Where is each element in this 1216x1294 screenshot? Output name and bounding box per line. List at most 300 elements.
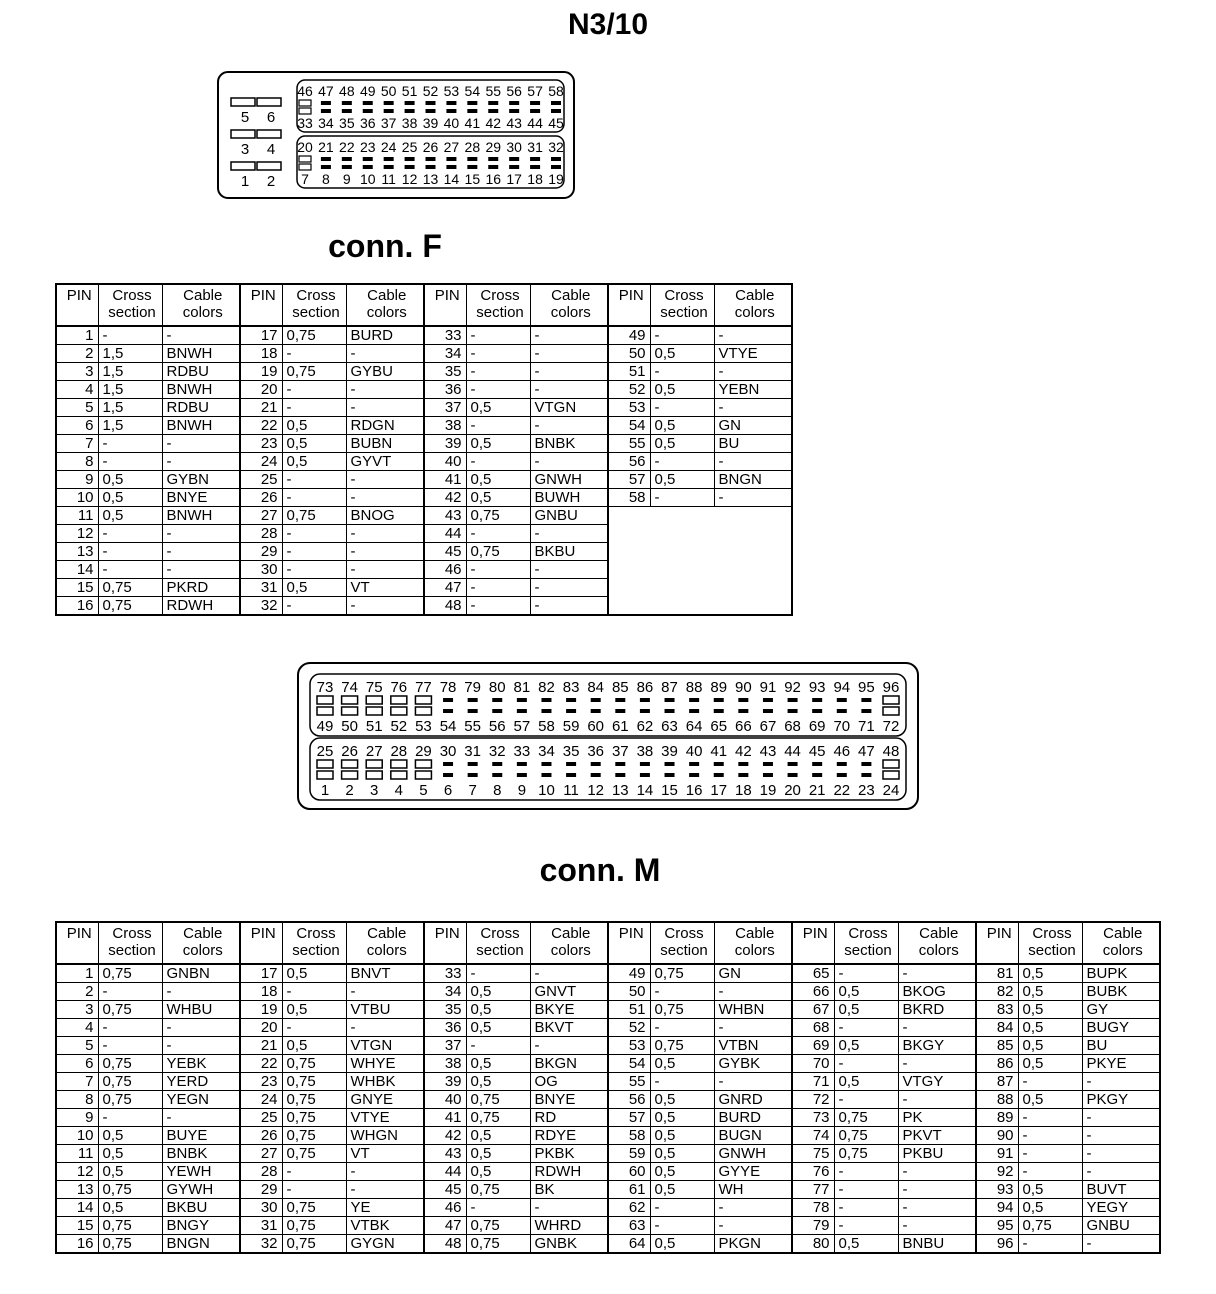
pin-number: 56 xyxy=(608,1091,650,1109)
cross-section-value: 0,5 xyxy=(650,1235,714,1254)
pin-cavity xyxy=(541,709,551,713)
cable-color-value: YEWH xyxy=(162,1163,240,1181)
pin-number: 29 xyxy=(240,543,282,561)
cross-section-value: - xyxy=(98,435,162,453)
cross-section-value: - xyxy=(650,326,714,345)
cable-color-value: PKGN xyxy=(714,1235,792,1254)
pin-label: 51 xyxy=(401,83,418,99)
pin-label: 62 xyxy=(636,718,654,735)
cross-section-value: - xyxy=(1018,1235,1082,1254)
table-row xyxy=(56,597,792,616)
pin-cavity xyxy=(384,109,394,113)
pin-cavity xyxy=(689,762,699,766)
cable-color-value: BNGN xyxy=(714,471,792,489)
pin-number: 82 xyxy=(976,983,1018,1001)
pin-number: 27 xyxy=(240,1145,282,1163)
cross-section-value: - xyxy=(282,983,346,1001)
pin-label: 52 xyxy=(390,718,408,735)
cable-color-value: BKVT xyxy=(530,1019,608,1037)
header-pin xyxy=(424,284,466,326)
pin-number: 62 xyxy=(608,1199,650,1217)
pin-number: 36 xyxy=(424,1019,466,1037)
pin-label: 3 xyxy=(240,141,250,158)
cable-color-value: BUWH xyxy=(530,489,608,507)
cable-color-value: - xyxy=(162,1019,240,1037)
cross-section-value: 0,5 xyxy=(466,1127,530,1145)
table-row xyxy=(56,1001,1160,1019)
table-row xyxy=(56,579,792,597)
pin-cavity xyxy=(566,698,576,702)
pin-cavity xyxy=(405,157,415,161)
pin-label: 3 xyxy=(370,782,379,799)
cable-color-value: WHRD xyxy=(530,1217,608,1235)
cross-section-value: 0,75 xyxy=(282,363,346,381)
pin-cavity xyxy=(509,109,519,113)
pin-number: 45 xyxy=(424,543,466,561)
cable-color-value: - xyxy=(530,579,608,597)
cross-section-value: 0,75 xyxy=(98,1217,162,1235)
pin-number: 55 xyxy=(608,435,650,453)
cable-color-value: - xyxy=(714,453,792,471)
cross-section-value: 0,5 xyxy=(1018,1037,1082,1055)
pin-number: 72 xyxy=(792,1091,834,1109)
cable-color-value: - xyxy=(898,1217,976,1235)
header-cross-section xyxy=(282,284,346,326)
cross-section-value: - xyxy=(466,561,530,579)
pin-label: 92 xyxy=(784,679,801,696)
pin-cavity xyxy=(615,709,625,713)
header-line: PIN xyxy=(66,287,92,304)
table-row xyxy=(56,507,792,525)
pin-cavity xyxy=(665,762,675,766)
header-line: colors xyxy=(918,942,959,959)
conn-m-table xyxy=(55,921,1161,1254)
cross-section-value: 0,75 xyxy=(1018,1217,1082,1235)
header-cable-colors xyxy=(162,284,240,326)
pin-label: 12 xyxy=(587,782,605,799)
cross-section-value: 0,5 xyxy=(834,1001,898,1019)
cable-color-value: GNRD xyxy=(714,1091,792,1109)
cross-section-value: - xyxy=(282,471,346,489)
pin-label: 30 xyxy=(439,743,457,760)
pin-number: 35 xyxy=(424,363,466,381)
cross-section-value: - xyxy=(98,1109,162,1127)
cross-section-value: 0,5 xyxy=(98,489,162,507)
cross-section-value: 0,75 xyxy=(98,1073,162,1091)
pin-cavity xyxy=(763,709,773,713)
pin-label: 89 xyxy=(710,679,728,696)
pin-number: 74 xyxy=(792,1127,834,1145)
pin-label: 31 xyxy=(464,743,481,760)
pin-label: 16 xyxy=(685,782,703,799)
header-line: section xyxy=(292,942,340,959)
pin-number: 93 xyxy=(976,1181,1018,1199)
cable-color-value: BKGY xyxy=(898,1037,976,1055)
pin-label: 84 xyxy=(587,679,605,696)
pin-number: 39 xyxy=(424,1073,466,1091)
cross-section-value: - xyxy=(834,1163,898,1181)
cross-section-value: 0,75 xyxy=(466,507,530,525)
cross-section-value: 0,5 xyxy=(650,1181,714,1199)
cross-section-value: 0,75 xyxy=(98,1235,162,1254)
cable-color-value: - xyxy=(346,1181,424,1199)
header-line: section xyxy=(476,942,524,959)
pin-label: 22 xyxy=(339,139,355,155)
empty-cell xyxy=(650,561,714,579)
cable-color-value: BNGN xyxy=(162,1235,240,1254)
pin-cavity xyxy=(426,109,436,113)
pin-cavity xyxy=(468,762,478,766)
pin-cavity xyxy=(837,762,847,766)
cable-color-value: WHBK xyxy=(346,1073,424,1091)
cable-color-value: VTGN xyxy=(346,1037,424,1055)
pin-label: 24 xyxy=(380,139,397,155)
pin-label: 16 xyxy=(485,171,502,187)
cross-section-value: - xyxy=(98,543,162,561)
pin-label: 14 xyxy=(636,782,654,799)
pin-cavity xyxy=(488,157,498,161)
cross-section-value: 0,75 xyxy=(650,964,714,983)
cross-section-value: - xyxy=(282,1163,346,1181)
pin-cavity xyxy=(468,709,478,713)
cable-color-value: YEBK xyxy=(162,1055,240,1073)
pin-number: 24 xyxy=(240,453,282,471)
cross-section-value: 0,75 xyxy=(98,1091,162,1109)
cable-color-value: - xyxy=(346,1019,424,1037)
cross-section-value: 0,5 xyxy=(650,1091,714,1109)
header-line: section xyxy=(292,304,340,321)
cable-color-value: BU xyxy=(714,435,792,453)
pin-label: 41 xyxy=(464,115,481,131)
pin-label: 48 xyxy=(882,743,900,760)
pin-cavity xyxy=(788,773,798,777)
cable-color-value: BNYE xyxy=(162,489,240,507)
header-line: colors xyxy=(182,304,223,321)
pin-label: 4 xyxy=(266,141,276,158)
cable-color-value: RDYE xyxy=(530,1127,608,1145)
cable-color-value: - xyxy=(530,363,608,381)
pin-label: 96 xyxy=(882,679,900,696)
cable-color-value: YE xyxy=(346,1199,424,1217)
header-line: colors xyxy=(734,304,775,321)
cable-color-value: - xyxy=(162,435,240,453)
cross-section-value: 0,5 xyxy=(98,1199,162,1217)
cable-color-value: YEBN xyxy=(714,381,792,399)
pin-cavity xyxy=(812,709,822,713)
pin-label: 41 xyxy=(710,743,728,760)
cable-color-value: BKGN xyxy=(530,1055,608,1073)
cross-section-value: - xyxy=(1018,1109,1082,1127)
pin-cavity xyxy=(366,707,382,715)
cable-color-value: - xyxy=(898,1181,976,1199)
cross-section-value: - xyxy=(650,399,714,417)
pin-cavity xyxy=(488,165,498,169)
pin-number: 31 xyxy=(240,1217,282,1235)
pin-number: 30 xyxy=(240,561,282,579)
pin-label: 32 xyxy=(488,743,506,760)
pin-label: 30 xyxy=(506,139,522,155)
pin-label: 5 xyxy=(240,109,250,126)
cable-color-value: WHYE xyxy=(346,1055,424,1073)
cross-section-value: 0,5 xyxy=(98,471,162,489)
cross-section-value: 0,75 xyxy=(282,1199,346,1217)
pin-number: 1 xyxy=(56,326,98,345)
header-cable-colors xyxy=(162,922,240,964)
empty-cell xyxy=(714,507,792,525)
pin-number: 57 xyxy=(608,1109,650,1127)
pin-number: 23 xyxy=(240,1073,282,1091)
empty-cell xyxy=(608,579,650,597)
cross-section-value: - xyxy=(1018,1145,1082,1163)
cross-section-value: 1,5 xyxy=(98,363,162,381)
pin-label: 45 xyxy=(548,115,564,131)
pin-label: 54 xyxy=(464,83,481,99)
cable-color-value: - xyxy=(162,525,240,543)
cable-color-value: - xyxy=(346,345,424,363)
cable-color-value: WHGN xyxy=(346,1127,424,1145)
table-row xyxy=(56,435,792,453)
table-row xyxy=(56,543,792,561)
header-cross-section xyxy=(1018,922,1082,964)
cable-color-value: GYWH xyxy=(162,1181,240,1199)
pin-number: 67 xyxy=(792,1001,834,1019)
pin-cavity xyxy=(342,109,352,113)
cable-color-value: BNWH xyxy=(162,507,240,525)
header-line: Cable xyxy=(919,925,959,942)
pin-cavity xyxy=(299,100,311,106)
cable-color-value: - xyxy=(898,1091,976,1109)
pin-label: 78 xyxy=(439,679,457,696)
pin-label: 13 xyxy=(611,782,629,799)
header-cable-colors xyxy=(1082,922,1160,964)
header-pin xyxy=(56,922,98,964)
pin-number: 55 xyxy=(608,1073,650,1091)
empty-cell xyxy=(608,597,650,616)
cross-section-value: 0,5 xyxy=(834,1037,898,1055)
pin-label: 57 xyxy=(527,83,543,99)
cable-color-value: VTBK xyxy=(346,1217,424,1235)
pin-cavity xyxy=(551,165,561,169)
pin-number: 81 xyxy=(976,964,1018,983)
cross-section-value: 0,75 xyxy=(466,1091,530,1109)
cable-color-value: GNVT xyxy=(530,983,608,1001)
table-row xyxy=(56,345,792,363)
pin-cavity xyxy=(415,771,431,779)
cable-color-value: - xyxy=(714,1217,792,1235)
pin-number: 54 xyxy=(608,1055,650,1073)
cable-color-value: BUGN xyxy=(714,1127,792,1145)
pin-label: 27 xyxy=(443,139,460,155)
pin-number: 38 xyxy=(424,417,466,435)
cross-section-value: 0,75 xyxy=(98,1181,162,1199)
cable-color-value: GNBK xyxy=(530,1235,608,1254)
pin-cavity xyxy=(415,707,431,715)
table-row xyxy=(56,1163,1160,1181)
pin-cavity xyxy=(517,773,527,777)
cross-section-value: 0,5 xyxy=(98,1163,162,1181)
pin-number: 44 xyxy=(424,1163,466,1181)
cable-color-value: OG xyxy=(530,1073,608,1091)
pin-number: 8 xyxy=(56,453,98,471)
header-line: section xyxy=(476,304,524,321)
pin-label: 42 xyxy=(485,115,502,131)
pin-number: 66 xyxy=(792,983,834,1001)
pin-number: 50 xyxy=(608,345,650,363)
empty-cell xyxy=(650,543,714,561)
pin-number: 73 xyxy=(792,1109,834,1127)
pin-cavity xyxy=(837,698,847,702)
pin-cavity xyxy=(665,709,675,713)
conn-m-title: conn. M xyxy=(539,852,661,888)
pin-label: 50 xyxy=(341,718,358,735)
pin-number: 2 xyxy=(56,345,98,363)
pin-cavity xyxy=(363,165,373,169)
pin-number: 20 xyxy=(240,1019,282,1037)
pin-number: 76 xyxy=(792,1163,834,1181)
pin-cavity xyxy=(342,760,358,768)
cross-section-value: 0,5 xyxy=(466,1073,530,1091)
pin-number: 51 xyxy=(608,1001,650,1019)
cable-color-value: VTGY xyxy=(898,1073,976,1091)
pin-cavity xyxy=(321,165,331,169)
cable-color-value: - xyxy=(346,381,424,399)
pin-label: 46 xyxy=(297,83,313,99)
header-line: Cross xyxy=(664,287,704,304)
pin-label: 20 xyxy=(297,139,313,155)
table-row xyxy=(56,1019,1160,1037)
pin-cavity xyxy=(883,707,899,715)
pin-number: 43 xyxy=(424,507,466,525)
pin-number: 71 xyxy=(792,1073,834,1091)
pin-number: 35 xyxy=(424,1001,466,1019)
header-pin xyxy=(240,922,282,964)
cross-section-value: - xyxy=(466,363,530,381)
cross-section-value: - xyxy=(466,345,530,363)
table-row xyxy=(56,1037,1160,1055)
pin-cavity xyxy=(591,773,601,777)
pin-label: 8 xyxy=(493,782,502,799)
table-row xyxy=(56,1091,1160,1109)
cross-section-value: 0,75 xyxy=(282,326,346,345)
pin-number: 13 xyxy=(56,543,98,561)
header-line: PIN xyxy=(434,925,460,942)
cable-color-value: - xyxy=(346,471,424,489)
cross-section-value: - xyxy=(834,1091,898,1109)
table-row xyxy=(56,1217,1160,1235)
pin-cavity xyxy=(299,156,311,162)
pin-number: 51 xyxy=(608,363,650,381)
pin-cavity xyxy=(299,164,311,170)
pin-label: 12 xyxy=(401,171,418,187)
header-line: colors xyxy=(550,942,591,959)
header-line: colors xyxy=(1102,942,1143,959)
cable-color-value: PKRD xyxy=(162,579,240,597)
pin-number: 94 xyxy=(976,1199,1018,1217)
pin-number: 18 xyxy=(240,345,282,363)
cross-section-value: - xyxy=(466,453,530,471)
pin-cavity xyxy=(366,760,382,768)
cross-section-value: 1,5 xyxy=(98,381,162,399)
pin-label: 73 xyxy=(316,679,334,696)
pin-label: 85 xyxy=(611,679,629,696)
cross-section-value: - xyxy=(282,597,346,616)
header-cross-section xyxy=(834,922,898,964)
pin-label: 49 xyxy=(359,83,376,99)
pin-label: 60 xyxy=(587,718,605,735)
cross-section-value: 0,5 xyxy=(466,399,530,417)
pin-cavity xyxy=(763,698,773,702)
cross-section-value: 0,75 xyxy=(834,1145,898,1163)
pin-cavity xyxy=(541,698,551,702)
table-row xyxy=(56,381,792,399)
pin-label: 18 xyxy=(527,171,543,187)
cross-section-value: - xyxy=(834,1181,898,1199)
cross-section-value: 0,75 xyxy=(834,1127,898,1145)
cable-color-value: BK xyxy=(530,1181,608,1199)
pin-cavity xyxy=(517,762,527,766)
pin-label: 40 xyxy=(443,115,460,131)
pin-cavity xyxy=(391,707,407,715)
pin-number: 6 xyxy=(56,1055,98,1073)
pin-number: 14 xyxy=(56,1199,98,1217)
cable-color-value: WHBU xyxy=(162,1001,240,1019)
pin-label: 2 xyxy=(345,782,354,799)
pin-cavity xyxy=(541,762,551,766)
pin-number: 37 xyxy=(424,1037,466,1055)
diagram-title: N3/10 xyxy=(567,8,649,41)
pin-number: 5 xyxy=(56,399,98,417)
cross-section-value: 0,75 xyxy=(282,1091,346,1109)
pin-label: 35 xyxy=(562,743,580,760)
pin-cavity xyxy=(384,157,394,161)
pin-number: 16 xyxy=(56,1235,98,1254)
pin-cavity xyxy=(861,709,871,713)
cable-color-value: BNBU xyxy=(898,1235,976,1254)
pin-number: 57 xyxy=(608,471,650,489)
pin-number: 48 xyxy=(424,597,466,616)
header-line: Cross xyxy=(480,287,520,304)
header-cable-colors xyxy=(714,922,792,964)
header-line: Cable xyxy=(183,287,223,304)
cross-section-value: - xyxy=(282,1181,346,1199)
pin-label: 4 xyxy=(394,782,403,799)
table-row xyxy=(56,1235,1160,1254)
pin-cavity xyxy=(591,762,601,766)
cross-section-value: 0,5 xyxy=(650,345,714,363)
pin-cavity xyxy=(467,165,477,169)
pin-label: 28 xyxy=(390,743,408,760)
cable-color-value: GNWH xyxy=(530,471,608,489)
pin-label: 66 xyxy=(735,718,752,735)
cross-section-value: 0,75 xyxy=(282,1235,346,1254)
pin-number: 80 xyxy=(792,1235,834,1254)
empty-cell xyxy=(714,579,792,597)
pin-label: 48 xyxy=(339,83,355,99)
cross-section-value: 0,5 xyxy=(282,453,346,471)
pin-label: 86 xyxy=(636,679,654,696)
pin-cavity xyxy=(366,771,382,779)
cable-color-value: - xyxy=(1082,1109,1160,1127)
pin-number: 2 xyxy=(56,983,98,1001)
cross-section-value: - xyxy=(282,399,346,417)
cable-color-value: VTYE xyxy=(714,345,792,363)
cable-color-value: YERD xyxy=(162,1073,240,1091)
cable-color-value: VT xyxy=(346,1145,424,1163)
cross-section-value: 0,5 xyxy=(98,507,162,525)
cross-section-value: 0,5 xyxy=(834,1235,898,1254)
header-line: Cross xyxy=(1032,925,1072,942)
pin-label: 31 xyxy=(527,139,543,155)
